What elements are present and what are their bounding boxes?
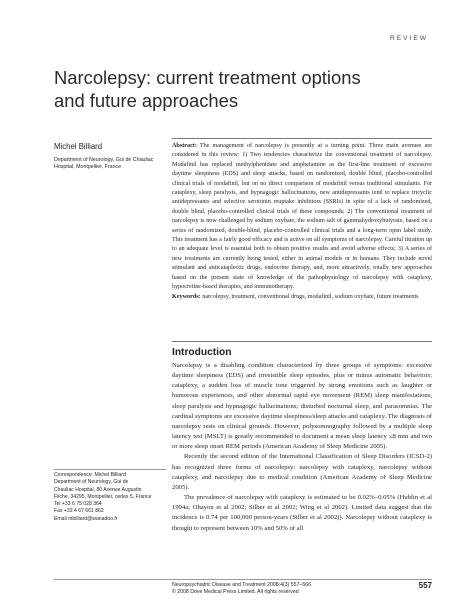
article-title	[54, 66, 384, 112]
keywords	[172, 293, 432, 302]
correspondence-phone: Tel +33 6 75 028 364	[54, 501, 102, 508]
keywords-label: Keywords:	[172, 293, 201, 300]
intro-paragraph-2: Recently the second edition of the International Classification of Sleep Disorders (ICSD-2) has recognized three forms of narcolepsy: narcolepsy with cataplexy, narcolepsy without cataplexy, and narcolepsy due to medical condition (American Academy of Sleep Medicine 2005).	[172, 453, 432, 491]
author-name: Michel Billiard	[54, 142, 103, 151]
abstract	[172, 142, 432, 302]
copyright-notice: © 2008 Dove Medical Press Limited. All rights reserved	[172, 589, 299, 596]
correspondence-email[interactable]: Email mbilliard@wanadoo.fr	[54, 515, 118, 522]
abstract-label: Abstract:	[172, 143, 197, 149]
footer-rule	[54, 579, 432, 580]
author-affiliation: Department of Neurology, Gui de Chauliac Hospital, Montpellier, France	[54, 157, 154, 171]
page-number: 557	[418, 581, 432, 590]
correspondence-line: Department of Neurology, Gui de	[54, 479, 129, 486]
correspondence	[54, 472, 166, 523]
correspondence-rule	[54, 469, 166, 470]
keywords-text: narcolepsy, treatment, conventional drugs, modafinil, sodium oxybate, future treatments	[202, 293, 419, 300]
abstract-top-rule	[172, 138, 432, 139]
footer-citation	[172, 582, 311, 596]
correspondence-fax: Fax +33 4 67 661 862	[54, 508, 104, 515]
introduction-body	[172, 361, 432, 534]
journal-citation: Neuropsychiatric Disease and Treatment 2008:4(3) 557–566	[172, 582, 311, 588]
correspondence-line: Correspondence: Michel Billiard	[54, 472, 126, 478]
intro-paragraph-1: Narcolepsy is a disabling condition characterized by three groups of symptoms: excessive daytime sleepiness (EDS) and irresistible sleep episodes, plus or minus automatic behaviors; cataplexy, a sudden loss of muscle tone triggered by strong emotions such as laughter or humorous experiences, and other abnormal rapid eye movement (REM) sleep manifestations, sleep paralysis and hypnagogic hallucinations; disturbed nocturnal sleep, and parasomnias. The cardinal symptoms are excessive daytime sleepiness/sleep attacks and cataplexy. The diagnosis of narcolepsy rests on clinical grounds. However, polysomnography followed by a multiple sleep latency test (MSLT) is greatly recommended to document a mean sleep latency ≤8 min and two or more sleep onset REM periods (American Academy of Sleep Medicine 2005).	[172, 362, 432, 451]
correspondence-line: Fliche, 34295, Montpellier, cedex 5, France	[54, 493, 152, 500]
abstract-text: The management of narcolepsy is presently at a turning point. Three main avenues are considered in this review: 1) Two tendencies characterize the conventional treatment of narcolepsy. Modafinil has replaced methylphenidate and amphetamine as the first-line treatment of excessive daytime sleepiness (EDS) and sleep attacks, based on randomized, double blind, placebo-controlled clinical trials of modafinil, but on no direct comparison of modafinil versus traditional stimulants. For cataplexy, sleep paralysis, and hypnagogic hallucinations, new antidepressants tend to replace tricyclic antidepressants and selective serotonin reuptake inhibitors (SSRIs) in spite of a lack of randomized, double blind, placebo-controlled clinical trials of these compounds; 2) The conventional treatment of narcolepsy is now challenged by sodium oxybate, the sodium salt of gammahydroxybutyrate, based on a series of randomized, double-blind, placebo-controlled clinical trials and a long-term open label study. This treatment has a fairly good efficacy and is active on all symptoms of narcolepsy. Careful titration up to an adequate level is essential both to obtain positive results and avoid adverse effects; 3) A series of new treatments are currently being tested, either in animal models or in humans. They include novel stimulant and anticataplectic drugs, endocrine therapy, and, more attractively, totally new approaches based on the present state of knowledge of the pathophysiology of narcolepsy with cataplexy, hypocretine-based therapies, and immunotherapy.	[172, 143, 432, 291]
introduction-heading: Introduction	[172, 347, 232, 358]
abstract-body	[172, 142, 432, 293]
abstract-bottom-rule	[172, 341, 432, 342]
intro-paragraph-3: The prevalence of narcolepsy with cataplexy is estimated to be 0.02%–0.05% (Hublin et al 1994a; Ohayon et al 2002; Silber et al 2002; Wing et al 2002). Limited data suggest that the incidence is 0.74 per 100,000 person-years (Silber et al 2002)). Narcolepsy without cataplexy is thought to represent between 10% and 50% of all	[172, 494, 432, 532]
correspondence-line: Chauliac Hospital, 80 Avenue Augustin	[54, 486, 142, 493]
title-line-1: Narcolepsy: current treatment options	[54, 67, 361, 88]
title-line-2: and future approaches	[54, 90, 239, 111]
section-label: REVIEW	[389, 35, 428, 42]
